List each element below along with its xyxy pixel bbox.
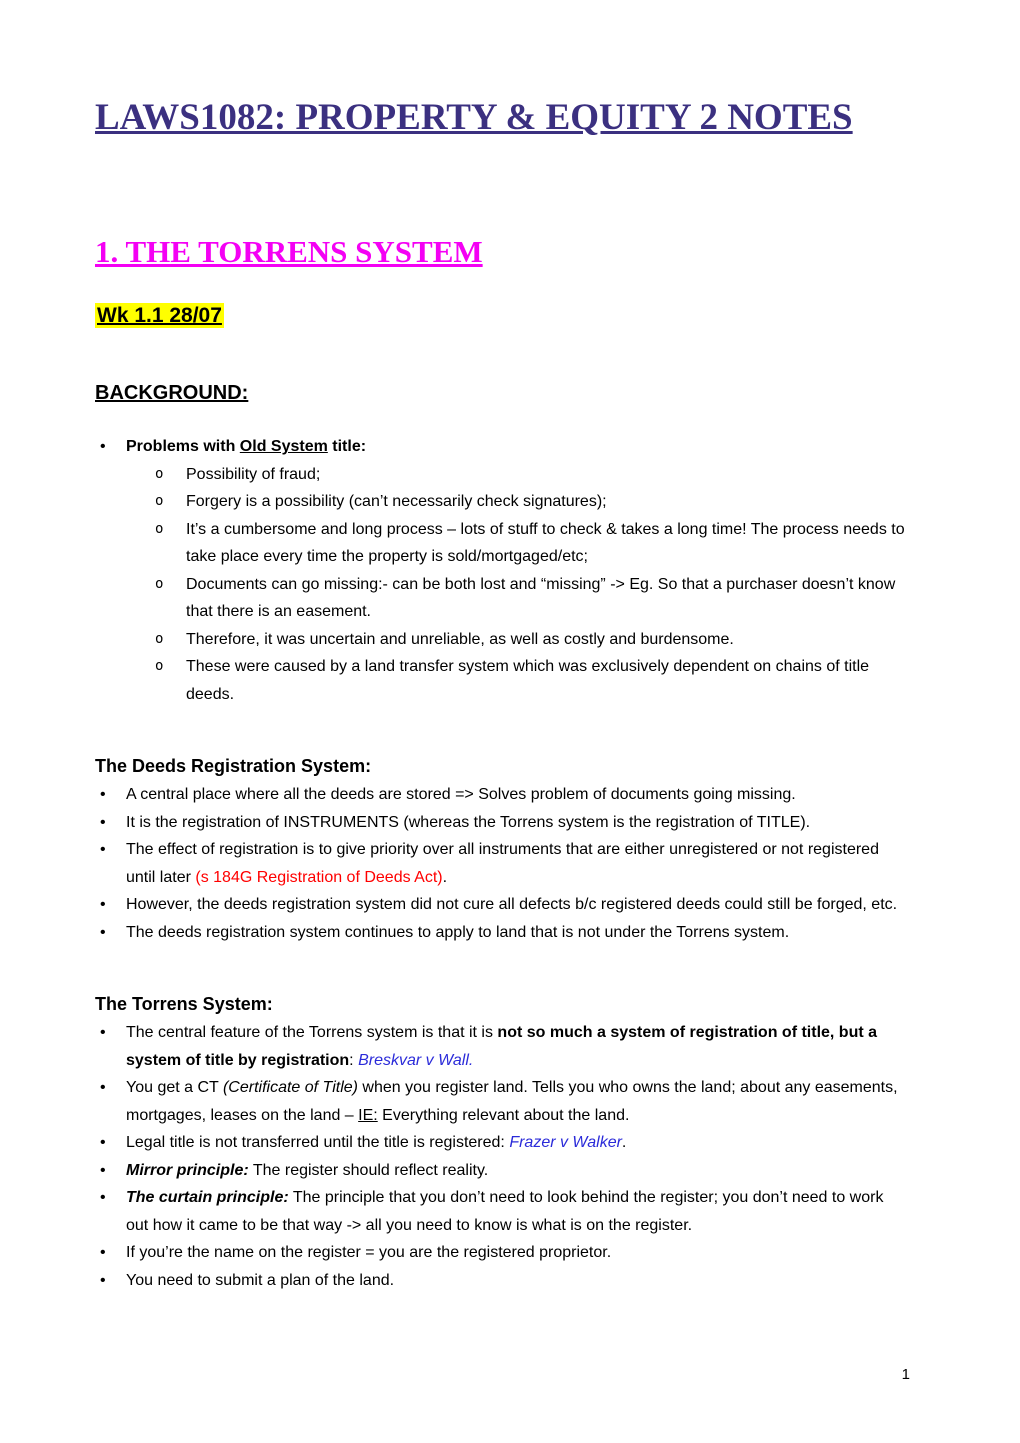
list-item (155, 626, 908, 654)
list-item-text (186, 653, 908, 708)
text-run: Legal title is not transferred until the title is registered: (126, 1134, 510, 1152)
list-item (100, 836, 908, 891)
sub-bullet-icon: o (155, 465, 164, 482)
list-item-text (186, 461, 908, 489)
text-run: : (349, 1051, 359, 1069)
document-title: LAWS1082: PROPERTY & EQUITY 2 NOTES (95, 97, 853, 138)
list-item (155, 653, 908, 708)
list-item-text (126, 1129, 908, 1157)
bullet-icon: • (100, 1134, 106, 1152)
bullet-icon: • (100, 923, 106, 941)
text-run: . (621, 1134, 627, 1152)
week-label: Wk 1.1 28/07 (97, 304, 222, 328)
text-run: Possibility of fraud; (186, 465, 321, 483)
list-item-text (126, 919, 908, 947)
list-item-text (126, 836, 908, 891)
bullet-icon: • (100, 1079, 106, 1097)
text-run: It is the registration of INSTRUMENTS (whereas the Torrens system is the registration of TITLE). (126, 813, 811, 831)
list-item-text (126, 809, 908, 837)
sub-bullet-icon: o (155, 575, 164, 592)
list-item-text (126, 891, 908, 919)
case-citation: Breskvar v Wall. (358, 1051, 474, 1069)
list-item-text (186, 488, 908, 516)
text-run: These were caused by a land transfer system which was exclusively dependent on chains of title deeds. (186, 658, 870, 703)
text-run: The principle that you don’t need to look behind the register; you don’t need to work out how it came to be that way -> all you need to know is what is on the register. (126, 1189, 884, 1234)
text-run: However, the deeds registration system did not cure all defects b/c registered deeds could still be forged, etc. (126, 896, 898, 914)
text-run: The deeds registration system continues to apply to land that is not under the Torrens system. (126, 923, 790, 941)
text-run: (Certificate of Title) (222, 1079, 358, 1097)
text-run: The curtain principle: (126, 1189, 289, 1207)
text-run: It’s a cumbersome and long process – lots of stuff to check & takes a long time! The process needs to take place every time the property is sold/mortgaged/etc; (186, 520, 905, 566)
text-run: A central place where all the deeds are stored => Solves problem of documents going missing. (126, 786, 796, 804)
text-run: You get a CT (126, 1079, 223, 1097)
list-item-text (126, 1184, 908, 1239)
text-run: Old System (239, 438, 328, 456)
text-run: . (442, 868, 448, 886)
text-run: The effect of registration is to give priority over all instruments that are either unregistered or not registered until later (126, 841, 879, 886)
text-run: Everything relevant about the land. (377, 1106, 630, 1124)
text-run: Forgery is a possibility (can’t necessarily check signatures); (186, 493, 607, 511)
sub-bullet-icon: o (155, 520, 164, 537)
sub-bullet-icon: o (155, 658, 164, 675)
sub-bullet-icon: o (155, 630, 164, 647)
list-item (100, 1184, 908, 1239)
list-item-text (126, 781, 908, 809)
bullet-icon: • (100, 896, 106, 914)
bullet-icon: • (100, 786, 106, 804)
list-item-text (186, 516, 908, 571)
bullet-icon: • (100, 1024, 106, 1042)
bullet-icon: • (100, 1189, 106, 1207)
bullet-icon: • (100, 1271, 106, 1289)
list-item (100, 1267, 908, 1295)
list-item (155, 516, 908, 571)
week-line (95, 304, 908, 328)
list-item-text (126, 1239, 908, 1267)
list-item (155, 461, 908, 489)
text-run: title: (327, 438, 367, 456)
list-item (100, 433, 908, 461)
text-run: IE: (358, 1106, 378, 1124)
sub-bullet-icon: o (155, 493, 164, 510)
list-item (100, 1019, 908, 1074)
case-citation: Frazer v Walker (509, 1134, 622, 1152)
page-number: 1 (901, 1366, 910, 1383)
background-list (95, 433, 908, 708)
list-item (100, 1157, 908, 1185)
list-item-text (126, 433, 908, 461)
text-run: The central feature of the Torrens system is that it is (126, 1024, 498, 1042)
text-run: The register should reflect reality. (248, 1161, 489, 1179)
bullet-icon: • (100, 841, 106, 859)
list-item-text (126, 1019, 908, 1074)
list-item (155, 488, 908, 516)
text-run: when you register land. Tells you who owns the land; about any easements, mortgages, leases on the land – (126, 1079, 898, 1124)
list-item (155, 571, 908, 626)
torrens-system-heading: The Torrens System: (95, 994, 273, 1015)
deeds-list (95, 781, 908, 946)
bullet-icon: • (100, 438, 106, 456)
list-item (100, 1129, 908, 1157)
bullet-icon: • (100, 1244, 106, 1262)
text-run: Documents can go missing:- can be both lost and “missing” -> Eg. So that a purchaser doesn’t know that there is an easement. (186, 575, 896, 621)
list-item (100, 1239, 908, 1267)
list-item-text (126, 1157, 908, 1185)
list-item-text (186, 626, 908, 654)
text-run: not so much a system of registration of title, but a system of title by registration (126, 1024, 878, 1069)
torrens-list (95, 1019, 908, 1294)
text-run: Mirror principle: (126, 1161, 249, 1179)
text-run: If you’re the name on the register = you are the registered proprietor. (126, 1244, 612, 1262)
list-item (100, 781, 908, 809)
list-item (100, 891, 908, 919)
bullet-icon: • (100, 813, 106, 831)
bullet-icon: • (100, 1161, 106, 1179)
list-item-text (186, 571, 908, 626)
list-item (100, 919, 908, 947)
list-item-text (126, 1074, 908, 1129)
text-run: Problems with (126, 438, 240, 456)
text-run: You need to submit a plan of the land. (126, 1271, 395, 1289)
deeds-registration-heading: The Deeds Registration System: (95, 756, 372, 777)
statute-citation: (s 184G Registration of Deeds Act) (195, 868, 443, 886)
list-item-text (126, 1267, 908, 1295)
text-run: Therefore, it was uncertain and unreliable, as well as costly and burdensome. (186, 630, 734, 648)
list-item (100, 1074, 908, 1129)
section-heading-torrens: 1. THE TORRENS SYSTEM (95, 234, 483, 270)
background-heading: BACKGROUND: (95, 382, 249, 405)
list-item (100, 809, 908, 837)
